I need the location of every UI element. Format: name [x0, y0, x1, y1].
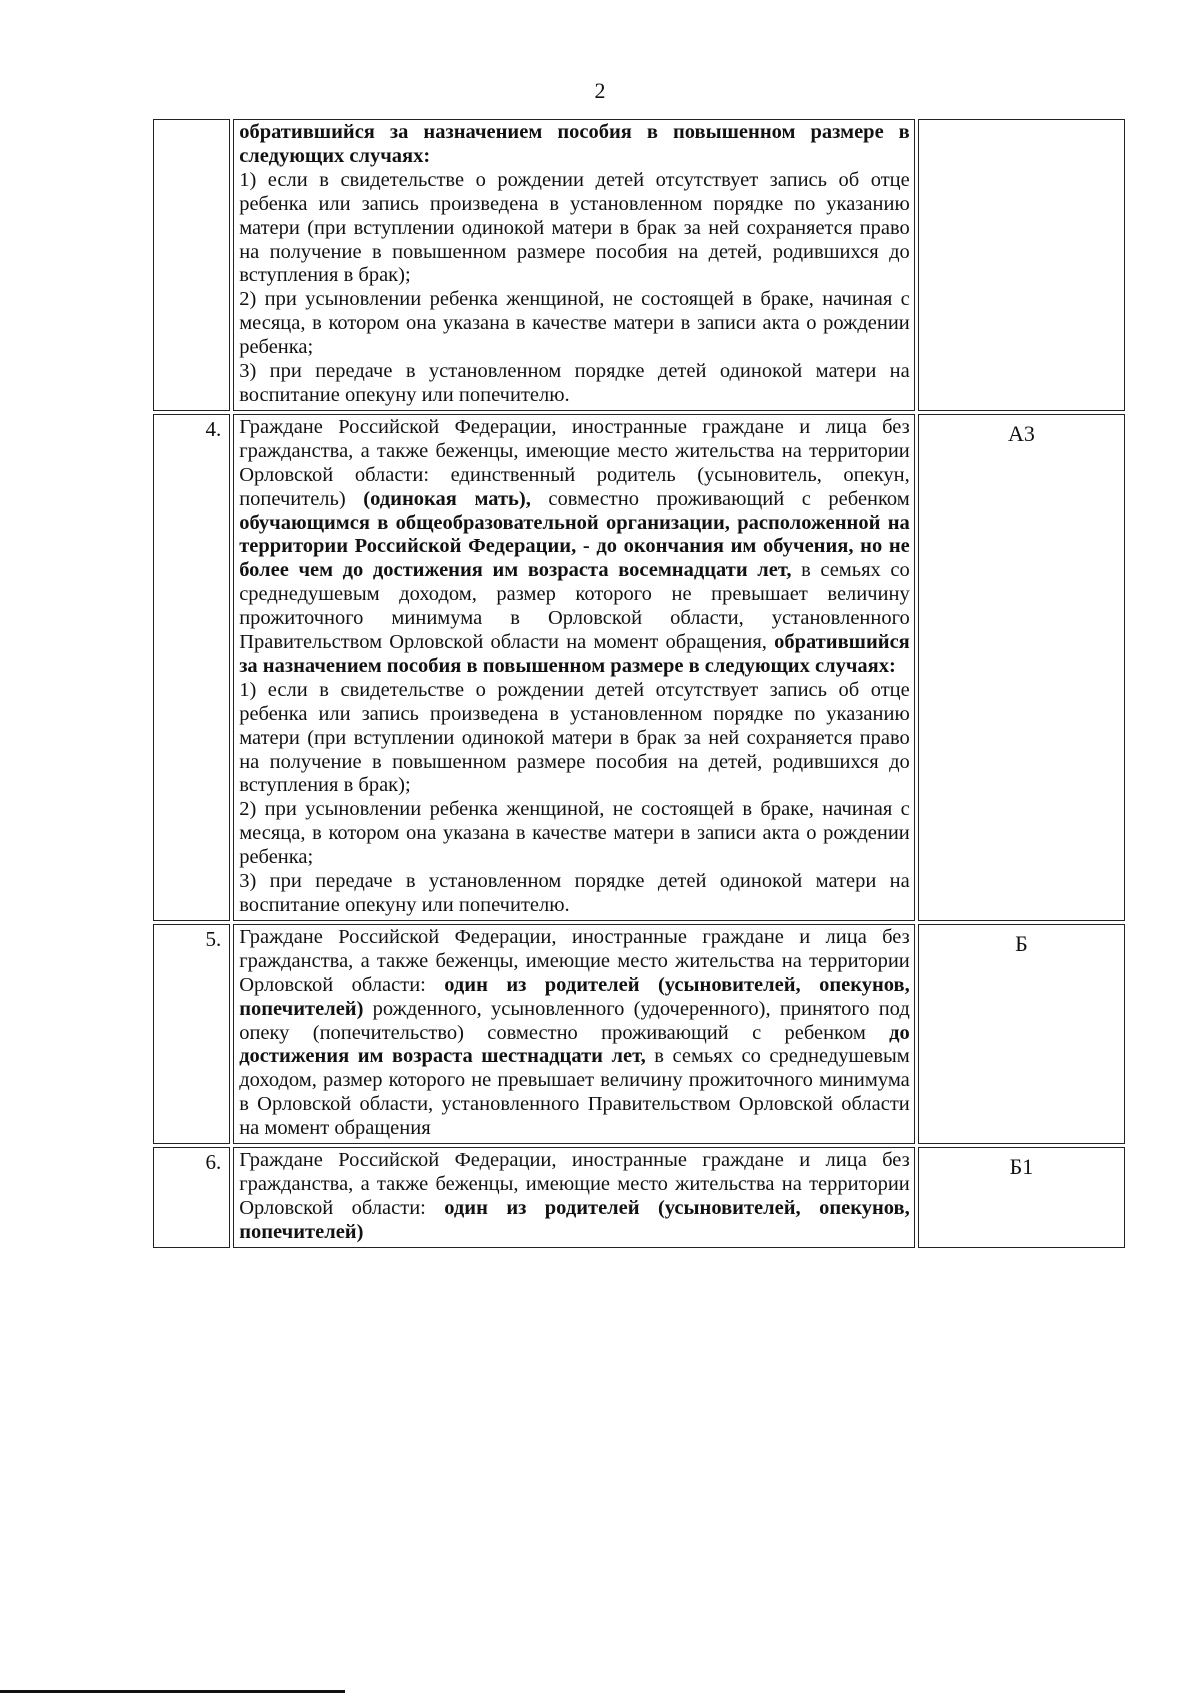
- recipient-description-cell: [233, 414, 915, 921]
- benefits-table: [150, 116, 1128, 1251]
- row-number-cell: 4.: [153, 414, 230, 921]
- recipient-description: [239, 416, 910, 918]
- row-number-cell: 5.: [153, 924, 230, 1144]
- row-number-cell: 6.: [153, 1147, 230, 1248]
- text-segment: Граждане Российской Федерации, иностранные граждане и лица без гражданства, а также беженцы, имеющие место жительства на территории Орловской области:: [239, 1149, 910, 1219]
- text-segment: совместно проживающий с ребенком: [530, 487, 910, 510]
- text-segment: 2) при усыновлении ребенка женщиной, не состоящей в браке, начиная с месяца, в котором она указана в качестве матери в записи акта о рождении ребенка;: [239, 288, 910, 359]
- recipient-description: [239, 926, 910, 1141]
- text-segment: 3) при передаче в установленном порядке детей одинокой матери на воспитание опекуну или попечителю.: [239, 360, 910, 406]
- recipient-description: [239, 1149, 910, 1245]
- bottom-divider: [0, 1690, 345, 1693]
- page-number: 2: [594, 78, 606, 103]
- recipient-description-cell: [233, 119, 915, 411]
- recipient-description: [239, 121, 910, 408]
- text-segment: рожденного, усыновленного (удочеренного), принятого под опеку (попечительство) совместно проживающий с ребенком: [239, 997, 910, 1044]
- bold-text-segment: до достижения им возраста шестнадцати лет,: [239, 1021, 910, 1068]
- category-code-cell: [918, 119, 1125, 411]
- bold-text-segment: обучающимся в общеобразовательной организации, расположенной на территории Российской Федерации, - до окончания им обучения, но не более чем до достижения им возраста восемнадцати лет,: [239, 511, 910, 582]
- text-segment: в семьях со среднедушевым доходом, размер которого не превышает величину прожиточного минимума в Орловской области, установленного Правительством Орловской области на момент обращения,: [239, 559, 910, 654]
- text-segment: в семьях со среднедушевым доходом, размер которого не превышает величину прожиточного минимума в Орловской области, установленного Правительством Орловской области на момент обращения: [239, 1045, 910, 1140]
- row-number-cell: [153, 119, 230, 411]
- bold-text-segment: один из родителей (усыновителей, опекунов, попечителей): [239, 973, 910, 1020]
- text-segment: 2) при усыновлении ребенка женщиной, не состоящей в браке, начиная с месяца, в котором она указана в качестве матери в записи акта о рождении ребенка;: [239, 798, 910, 869]
- bold-text-segment: один из родителей (усыновителей, опекунов, попечителей): [239, 1196, 910, 1243]
- table-body: [153, 119, 1125, 1248]
- text-segment: Граждане Российской Федерации, иностранные граждане и лица без гражданства, а также беженцы, имеющие место жительства на территории Орловской области: единственный родитель (усыновитель, опекун, попечитель): [239, 415, 910, 510]
- recipient-description-cell: [233, 924, 915, 1144]
- bold-text-segment: обратившийся за назначением пособия в повышенном размере в следующих случаях:: [239, 121, 910, 167]
- text-segment: Граждане Российской Федерации, иностранные граждане и лица без гражданства, а также беженцы, имеющие место жительства на территории Орловской области:: [239, 925, 910, 996]
- table-row: [153, 119, 1125, 411]
- text-segment: 1) если в свидетельстве о рождении детей отсутствует запись об отце ребенка или запись произведена в установленном порядке по указанию матери (при вступлении одинокой матери в брак за ней сохраняется право на получение в повышенном размере пособия на детей, родившихся до вступления в брак);: [239, 168, 910, 287]
- bold-text-segment: обратившийся за назначением пособия в повышенном размере в следующих случаях:: [239, 631, 910, 677]
- table-row: [153, 1147, 1125, 1248]
- bold-text-segment: (одинокая мать),: [363, 487, 531, 510]
- table-row: [153, 414, 1125, 921]
- text-segment: 3) при передаче в установленном порядке детей одинокой матери на воспитание опекуну или попечителю.: [239, 870, 910, 916]
- table-row: [153, 924, 1125, 1144]
- category-code-cell: А3: [918, 414, 1125, 921]
- category-code-cell: Б: [918, 924, 1125, 1144]
- recipient-description-cell: [233, 1147, 915, 1248]
- text-segment: 1) если в свидетельстве о рождении детей отсутствует запись об отце ребенка или запись произведена в установленном порядке по указанию матери (при вступлении одинокой матери в брак за ней сохраняется право на получение в повышенном размере пособия на детей, родившихся до вступления в брак);: [239, 678, 910, 797]
- category-code-cell: Б1: [918, 1147, 1125, 1248]
